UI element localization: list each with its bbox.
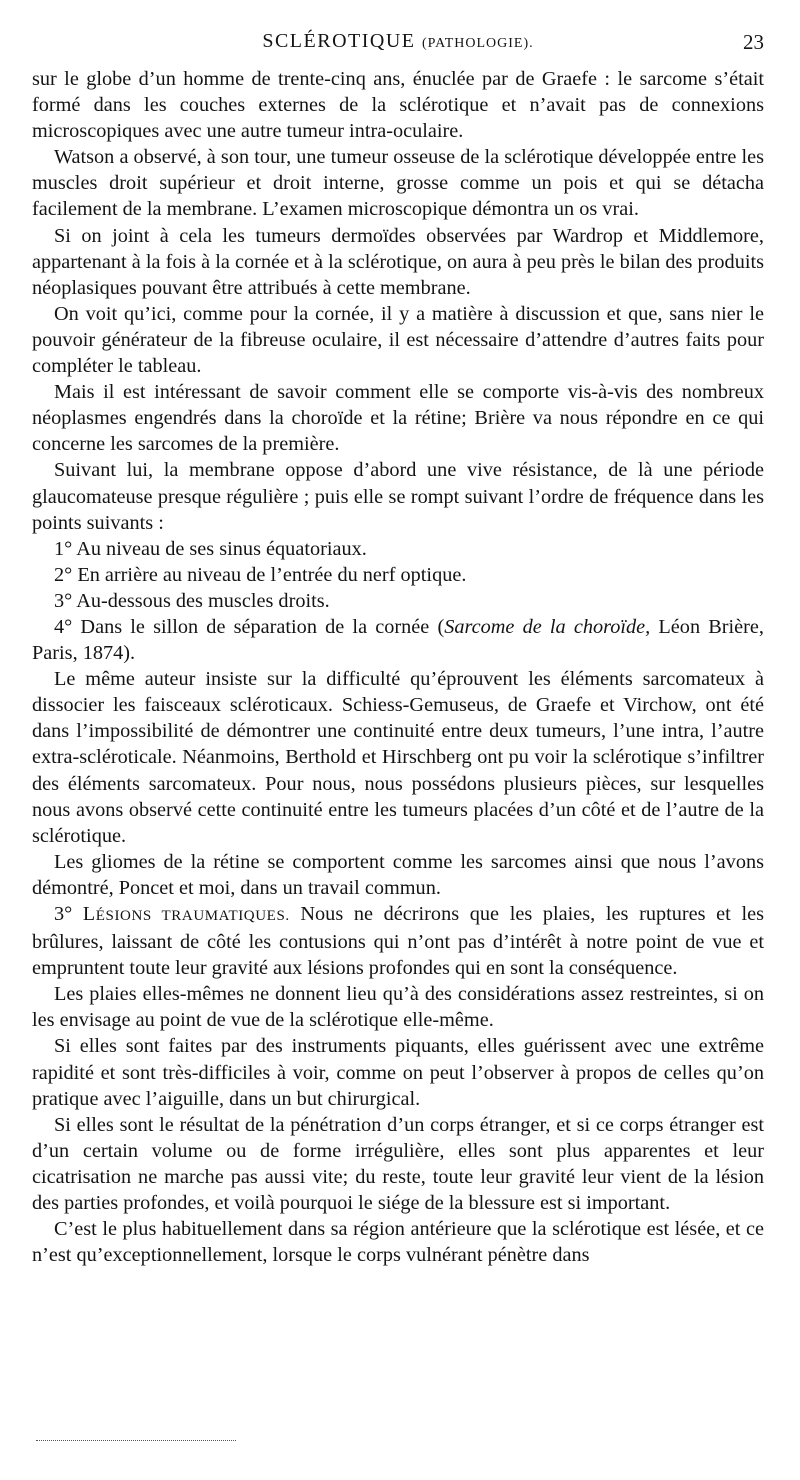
paragraph: Suivant lui, la membrane oppose d’abord une vive résistance, de là une période glaucomateuse presque régulière ; puis elle se rompt suivant l’ordre de fréquence dans les points suivants : — [32, 459, 764, 534]
list-item-4 — [32, 614, 764, 666]
paragraph: Le même auteur insiste sur la difficulté qu’éprouvent les éléments sarcomateux à dissocier les faisceaux scléroticaux. Schiess-Gemuseus, de Graefe et Virchow, ont été dans l’impossibilité de démontrer une continuité entre deux tumeurs, l’une intra, l’autre extra-scléroticale. Néanmoins, Berthold et Hirschberg ont pu voir la sclérotique s’infiltrer des éléments sarcomateux. Pour nous, nous possédons plusieurs pièces, sur lesquelles nous avons observé cette continuité entre les tumeurs placées d’un côté et de l’autre de la sclérotique. — [32, 668, 764, 847]
paragraph: Mais il est intéressant de savoir comment elle se comporte vis-à-vis des nombreux néoplasmes engendrés dans la choroïde et la rétine; Brière va nous répondre en ce qui concerne les sarcomes de la première. — [32, 381, 764, 456]
item4-lead: 4° Dans le sillon de séparation de la cornée ( — [54, 615, 445, 638]
section-heading: LÉSIONS TRAUMATIQUES. — [82, 903, 290, 925]
body-text — [32, 66, 764, 1268]
paragraph: Les plaies elles-mêmes ne donnent lieu qu’à des considérations assez restreintes, si on les envisage au point de vue de la sclérotique elle-même. — [32, 983, 764, 1032]
header-subtitle: (PATHOLOGIE). — [422, 36, 534, 51]
list-item: 1° Au niveau de ses sinus équatoriaux. — [54, 537, 367, 560]
paragraph: sur le globe d’un homme de trente-cinq ans, énuclée par de Graefe : le sarcome s’était formé dans les couches externes de la sclérotique et n’avait pas de connexions microscopiques avec une autre tumeur intra-oculaire. — [32, 68, 764, 143]
page-number: 23 — [743, 30, 764, 54]
paragraph: Watson a observé, à son tour, une tumeur osseuse de la sclérotique développée entre les muscles droit supérieur et droit interne, grosse comme un pois et qui se détacha facilement de la membrane. L’examen microscopique démontra un os vrai. — [32, 146, 764, 221]
running-head-title — [32, 30, 764, 53]
list-item: 3° Au-dessous des muscles droits. — [54, 589, 330, 612]
item4-tail: Léon Brière, Paris, 1874). — [32, 615, 764, 665]
footer-rule — [36, 1440, 236, 1441]
section-number: 3° — [54, 903, 73, 925]
section-text: Nous ne décrirons que les plaies, les ruptures et les brûlures, laissant de côté les contusions qui n’ont pas d’intérêt à notre point de vue et empruntent toute leur gravité aux lésions profondes qui en sont la conséquence. — [32, 903, 764, 980]
paragraph: Si elles sont faites par des instruments piquants, elles guérissent avec une extrême rapidité et sont très-difficiles à voir, comme on peut l’observer à propos de celles qu’on pratique avec l’aiguille, dans un but chirurgical. — [32, 1035, 764, 1110]
header-title: SCLÉROTIQUE — [262, 30, 416, 52]
paragraph: On voit qu’ici, comme pour la cornée, il y a matière à discussion et que, sans nier le pouvoir générateur de la fibreuse oculaire, il est nécessaire d’attendre d’autres faits pour compléter le tableau. — [32, 302, 764, 378]
paragraph: C’est le plus habituellement dans sa région antérieure que la sclérotique est lésée, et ce n’est qu’exceptionnellement, lorsque le corps vulnérant pénètre dans — [32, 1218, 764, 1267]
list-item: 2° En arrière au niveau de l’entrée du nerf optique. — [54, 563, 467, 586]
paragraph: Si elles sont le résultat de la pénétration d’un corps étranger, et si ce corps étranger est d’un certain volume ou de forme irrégulière, elles sont plus apparentes et leur cicatrisation ne marche pas aussi vite; du reste, toute leur gravité leur vient de la lésion des parties profondes, et voilà pourquoi le siége de la blessure est si important. — [32, 1113, 764, 1215]
section-paragraph — [32, 901, 764, 981]
paragraph: Si on joint à cela les tumeurs dermoïdes observées par Wardrop et Middlemore, appartenant à la fois à la cornée et à la sclérotique, on aura à peu près le bilan des produits néoplasiques pouvant être attribués à cette membrane. — [32, 224, 764, 299]
item4-title: Sarcome de la choroïde, — [444, 615, 651, 638]
running-header — [32, 30, 764, 60]
paragraph: Les gliomes de la rétine se comportent comme les sarcomes ainsi que nous l’avons démontré, Poncet et moi, dans un travail commun. — [32, 850, 764, 899]
